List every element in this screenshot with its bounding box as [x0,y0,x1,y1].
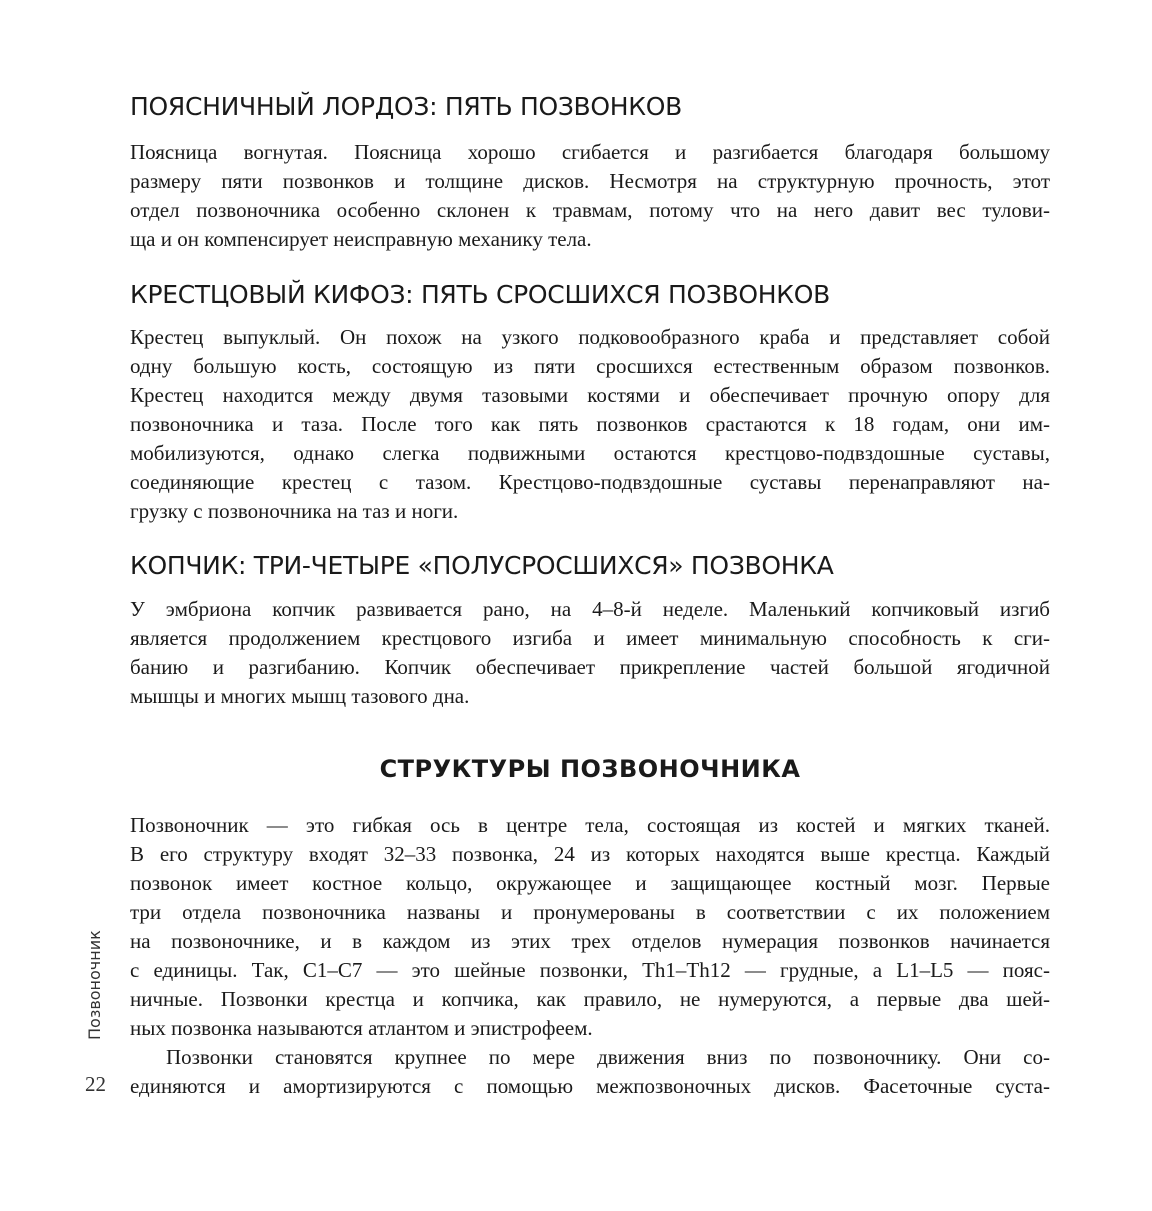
section-paragraph [130,138,1050,254]
text-line: мышцы и многих мышц тазового дна. [130,684,470,708]
text-line: Позвоночник — это гибкая ось в центре тела, состоящая из костей и мягких тканей. [130,813,1050,837]
section-heading: ПОЯСНИЧНЫЙ ЛОРДОЗ: ПЯТЬ ПОЗВОНКОВ [130,92,682,121]
text-line: ничные. Позвонки крестца и копчика, как правило, не нумеруются, а первые два шей- [130,987,1050,1011]
running-head: Позвоночник [85,930,104,1040]
text-line: Крестец находится между двумя тазовыми костями и обеспечивает прочную опору для [130,383,1050,407]
text-line: с единицы. Так, C1–C7 — это шейные позвонки, Th1–Th12 — грудные, а L1–L5 — пояс- [130,958,1050,982]
text-line: соединяющие крестец с тазом. Крестцово-подвздошные суставы перенаправляют на- [130,470,1050,494]
text-line: ных позвонка называются атлантом и эпистрофеем. [130,1016,593,1040]
section-paragraph [130,323,1050,526]
text-line: Позвонки становятся крупнее по мере движения вниз по позвоночнику. Они со- [166,1045,1050,1069]
text-line: три отдела позвоночника названы и пронумерованы в соответствии с их положением [130,900,1050,924]
text-line: позвоночника и таза. После того как пять позвонков срастаются к 18 годам, они им- [130,412,1050,436]
chapter-section-title: СТРУКТУРЫ ПОЗВОНОЧНИКА [379,755,801,783]
text-line: отдел позвоночника особенно склонен к травмам, потому что на него давит вес тулови- [130,198,1050,222]
page-number: 22 [85,1072,106,1096]
text-line: Крестец выпуклый. Он похож на узкого подковообразного краба и представляет собой [130,325,1050,349]
text-line: У эмбриона копчик развивается рано, на 4–8-й неделе. Маленький копчиковый изгиб [130,597,1050,621]
section-heading: КРЕСТЦОВЫЙ КИФОЗ: ПЯТЬ СРОСШИХСЯ ПОЗВОНКОВ [130,280,830,309]
section-paragraph [130,595,1050,711]
text-line: является продолжением крестцового изгиба и имеет минимальную способность к сги- [130,626,1050,650]
text-line: В его структуру входят 32–33 позвонка, 24 из которых находятся выше крестца. Каждый [130,842,1050,866]
text-line: грузку с позвоночника на таз и ноги. [130,499,459,523]
text-line: одну большую кость, состоящую из пяти сросшихся естественным образом позвонков. [130,354,1050,378]
text-line: Поясница вогнутая. Поясница хорошо сгибается и разгибается благодаря большому [130,140,1050,164]
text-line: размеру пяти позвонков и толщине дисков. Несмотря на структурную прочность, этот [130,169,1050,193]
text-line: мобилизуются, однако слегка подвижными остаются крестцово-подвздошные суставы, [130,441,1050,465]
text-line: позвонок имеет костное кольцо, окружающее и защищающее костный мозг. Первые [130,871,1050,895]
text-line: единяются и амортизируются с помощью межпозвоночных дисков. Фасеточные суста- [130,1074,1050,1098]
section-heading: КОПЧИК: ТРИ-ЧЕТЫРЕ «ПОЛУСРОСШИХСЯ» ПОЗВОНКА [130,551,834,580]
text-line: ща и он компенсирует неисправную механику тела. [130,227,592,251]
text-line: банию и разгибанию. Копчик обеспечивает прикрепление частей большой ягодичной [130,655,1050,679]
body-paragraph [130,811,1050,1043]
body-paragraph [130,1043,1050,1101]
text-line: на позвоночнике, и в каждом из этих трех отделов нумерация позвонков начинается [130,929,1050,953]
